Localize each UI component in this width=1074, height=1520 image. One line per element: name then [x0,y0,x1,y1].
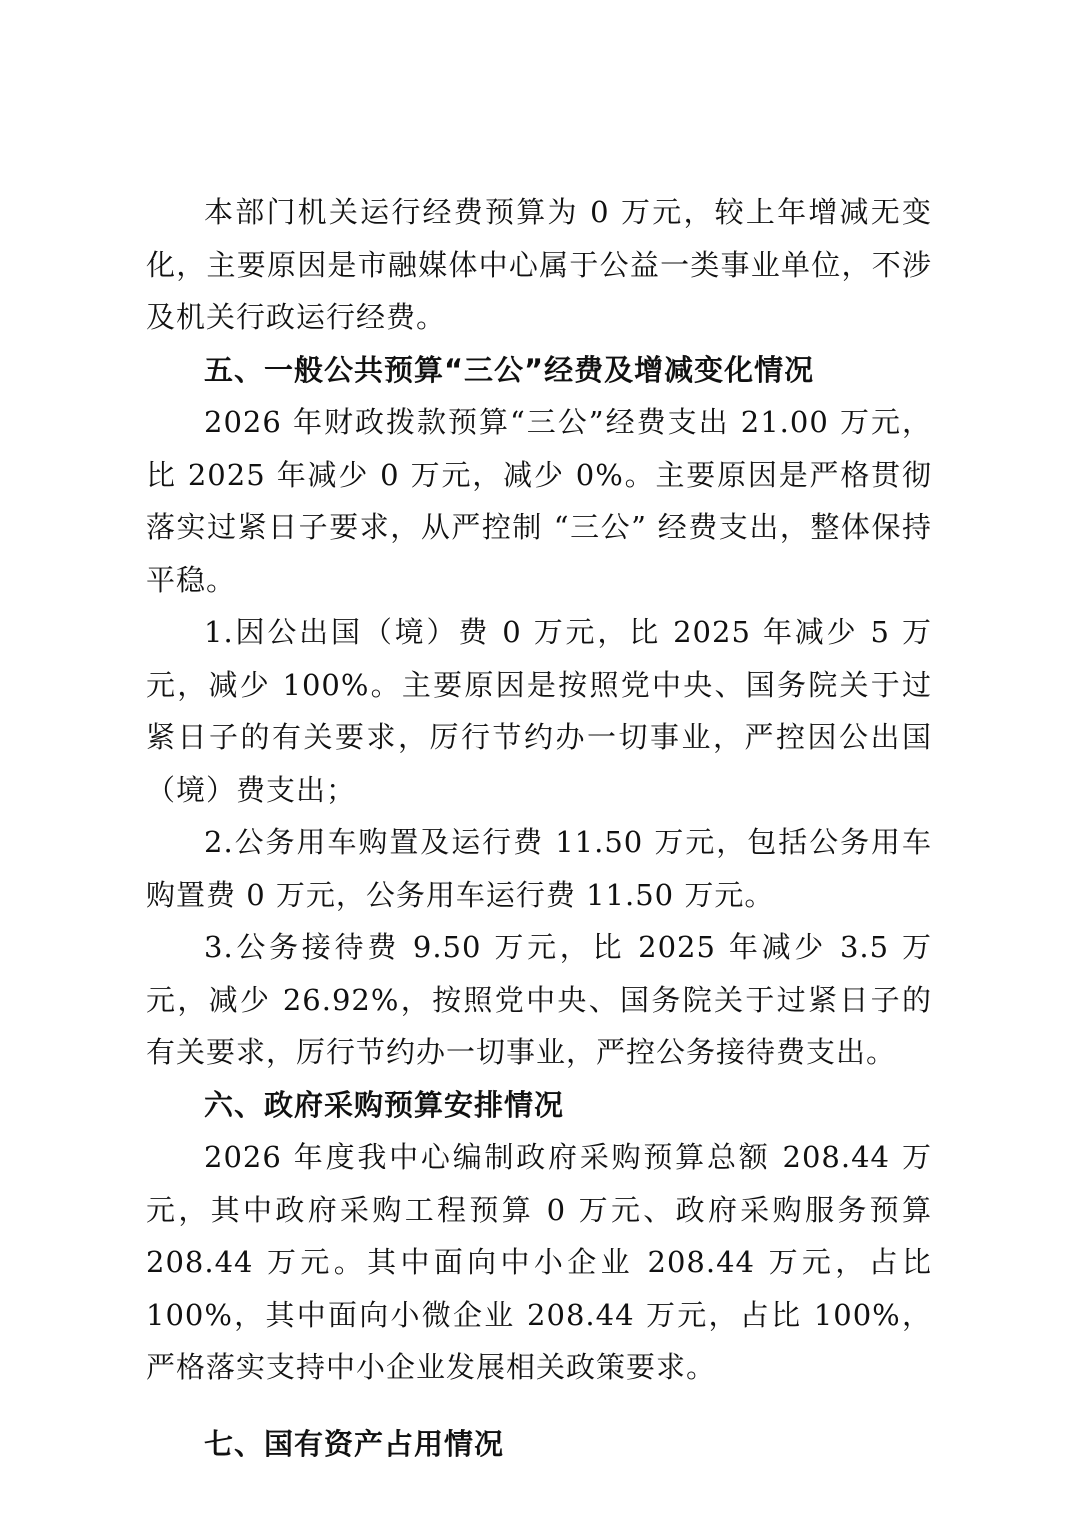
paragraph-three-public-total: 2026 年财政拨款预算“三公”经费支出 21.00 万元，比 2025 年减少 0 万元，减少 0%。主要原因是严格贯彻落实过紧日子要求，从严控制 “三公” 经费支出，整体保持平稳。 [146,405,932,597]
section-heading-7: 七、国有资产占用情况 [204,1426,505,1461]
paragraph-overseas-travel: 1.因公出国（境）费 0 万元，比 2025 年减少 5 万元，减少 100%。主要原因是按照党中央、国务院关于过紧日子的有关要求，厉行节约办一切事业，严控因公出国（境）费支出； [146,615,932,807]
section-heading-6: 六、政府采购预算安排情况 [204,1087,565,1122]
document-body [146,186,932,1470]
paragraph-official-reception: 3.公务接待费 9.50 万元，比 2025 年减少 3.5 万元，减少 26.92%，按照党中央、国务院关于过紧日子的有关要求，厉行节约办一切事业，严控公务接待费支出。 [146,930,932,1069]
paragraph-operating-expenses: 本部门机关运行经费预算为 0 万元，较上年增减无变化，主要原因是市融媒体中心属于公益一类事业单位，不涉及机关行政运行经费。 [146,195,932,334]
paragraph-official-vehicles: 2.公务用车购置及运行费 11.50 万元，包括公务用车购置费 0 万元，公务用车运行费 11.50 万元。 [146,825,932,912]
paragraph-government-procurement: 2026 年度我中心编制政府采购预算总额 208.44 万元，其中政府采购工程预算 0 万元、政府采购服务预算 208.44 万元。其中面向中小企业 208.44 万元，占比 100%，其中面向小微企业 208.44 万元，占比 100%，严格落实支持中小企业发展相关政策要求。 [146,1140,932,1384]
section-heading-5: 五、一般公共预算“三公”经费及增减变化情况 [204,352,815,387]
